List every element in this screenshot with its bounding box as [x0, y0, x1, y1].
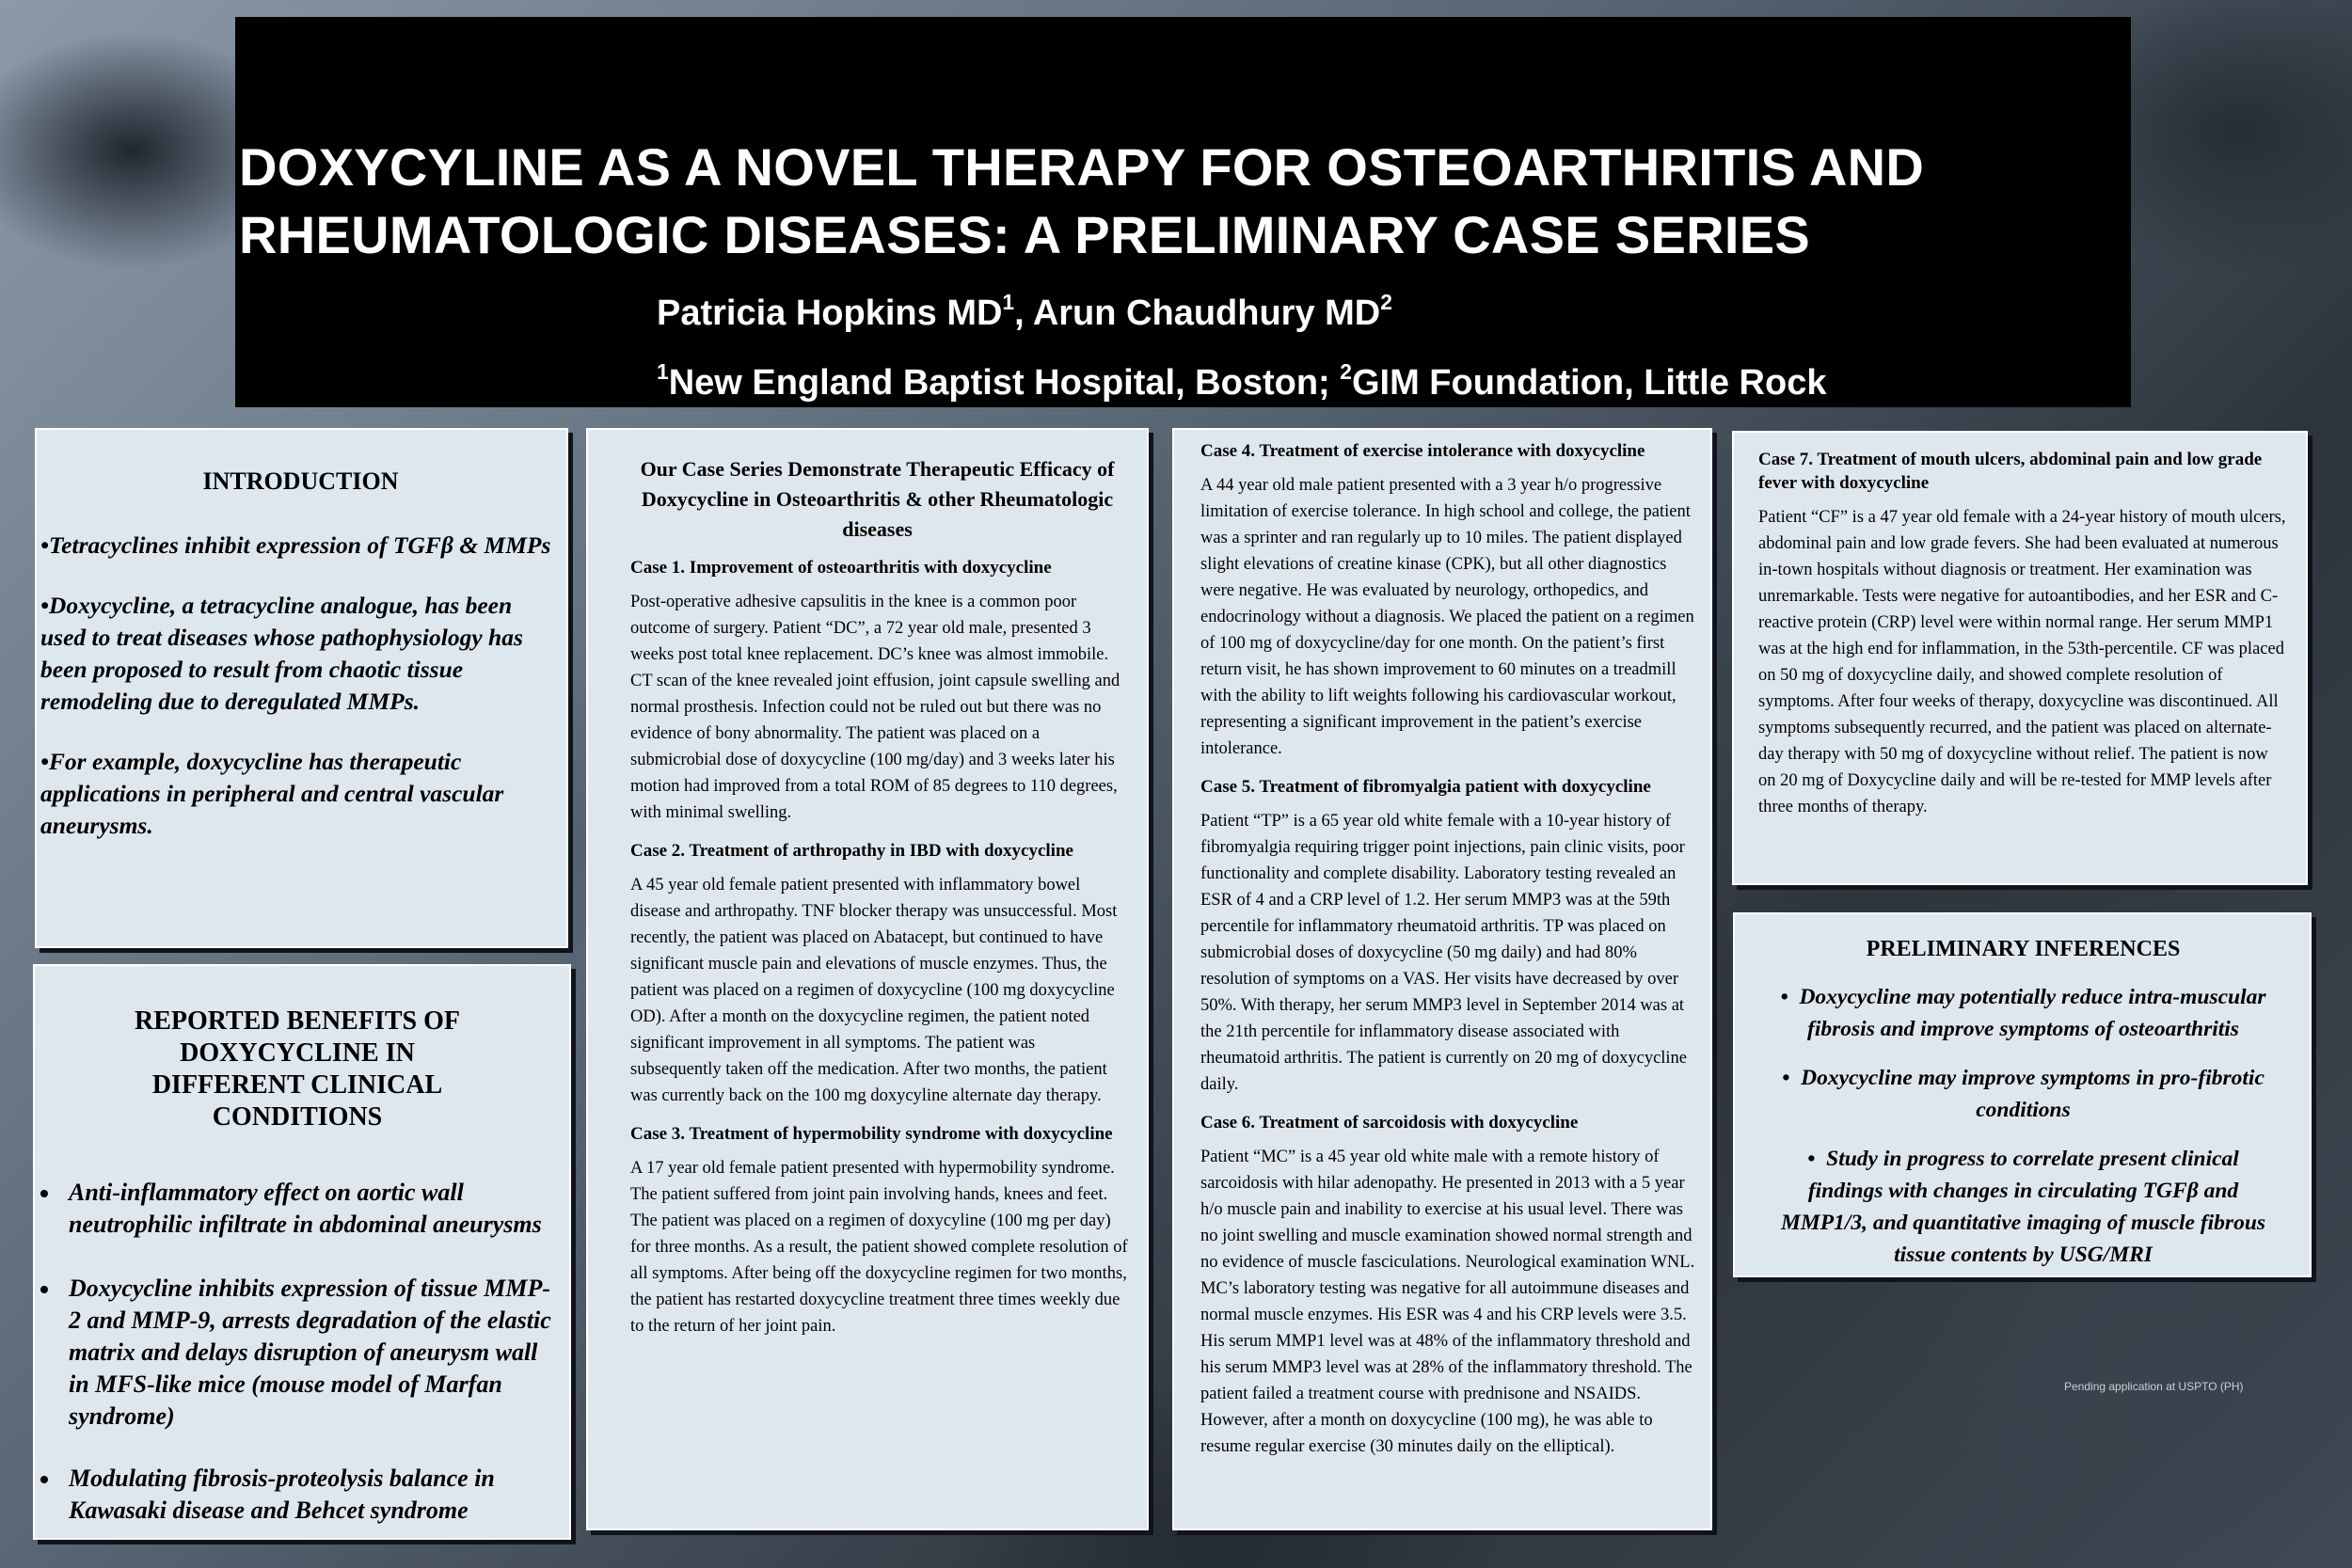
benefits-heading: REPORTED BENEFITS OF DOXYCYCLINE IN DIFFERENT CLINICAL CONDITIONS: [135, 1006, 460, 1132]
inference-item: • Study in progress to correlate present clinical findings with changes in circulating TGFβ and MMP1/3, and quantitative imaging of muscle fibrous tissue contents by USG/MRI: [1780, 1147, 2266, 1267]
case-4-title: Case 4. Treatment of exercise intolerance with doxycycline: [1200, 441, 1645, 461]
introduction-heading: INTRODUCTION: [202, 467, 399, 495]
affil-1-sup: 1: [657, 359, 669, 384]
case-6-title: Case 6. Treatment of sarcoidosis with doxycycline: [1200, 1113, 1579, 1132]
intro-bullet: •Doxycycline, a tetracycline analogue, has been used to treat diseases whose pathophysiology has been proposed to result from chaotic tissue remodeling due to deregulated MMPs.: [40, 592, 523, 715]
benefit-item: • Anti-inflammatory effect on aortic wall neutrophilic infiltrate in abdominal aneurysms: [61, 1177, 560, 1241]
case-3-text: A 17 year old female patient presented with hypermobility syndrome. The patient suffered from joint pain involving hands, knees and feet. The patient was placed on a regimen of doxycyline (100 mg per day) for three months. As a result, the patient showed complete resolution of all symptoms. After being off the doxycycline regimen for two months, the patient has restarted doxycycline treatment three times weekly due to the return of her joint pain.: [630, 1159, 1128, 1336]
inference-item: • Doxycycline may potentially reduce intra-muscular fibrosis and improve symptoms of osteoarthritis: [1780, 985, 2266, 1041]
case-7-text: Patient “CF” is a 47 year old female with a 24-year history of mouth ulcers, abdominal pain and low grade fevers. She had been evaluated at numerous in-town hospitals without diagnosis or treatment. Her examination was unremarkable. Tests were negative for autoantibodies, and her ESR and C-reactive protein (CRP) level were within normal range. Her serum MMP1 was at the high end for inflammation, in the 53th-percentile. CF was placed on 50 mg of doxycycline daily, and showed complete resolution of symptoms. After four weeks of therapy, doxycycline was discontinued. All symptoms subsequently recurred, and the patient was placed on alternate-day therapy with 50 mg of doxycycline without relief. The patient is now on 20 mg of Doxycycline daily and will be re-tested for MMP levels after three months of therapy.: [1758, 508, 2286, 816]
affil-2: GIM Foundation, Little Rock: [1351, 362, 1827, 403]
case-7-title: Case 7. Treatment of mouth ulcers, abdominal pain and low grade fever with doxycycline: [1758, 450, 2263, 493]
case-1-text: Post-operative adhesive capsulitis in the knee is a common poor outcome of surgery. Patient “DC”, a 72 year old male, presented 3 weeks post total knee replacement. DC’s knee was almost immobile. CT scan of the knee revealed joint effusion, joint capsule swelling and normal prosthesis. Infection could not be ruled out but there was no evidence of bony abnormality. The patient was placed on a submicrobial dose of doxycycline (100 mg/day) and 3 weeks later his motion had improved from a total ROM of 85 degrees to 110 degrees, with minimal swelling.: [630, 593, 1120, 822]
case-series-panel: [586, 428, 1149, 1530]
author-1: Patricia Hopkins MD: [657, 293, 1003, 333]
cases-panel-2: [1172, 428, 1712, 1530]
authors: [657, 290, 1392, 334]
author-separator: ,: [1014, 293, 1033, 333]
benefit-item: • Modulating fibrosis-proteolysis balance in Kawasaki disease and Behcet syndrome: [61, 1463, 560, 1527]
inference-text: Study in progress to correlate present clinical findings with changes in circulating TGFβ and MMP1/3, and quantitative imaging of muscle fibrous tissue contents by USG/MRI: [1780, 1147, 2266, 1267]
case-5-text: Patient “TP” is a 65 year old white female with a 10-year history of fibromyalgia requiring trigger point injections, pain clinic visits, poor functionality and complete disability. Laboratory testing revealed an ESR of 4 and a CRP level of 1.2. Her serum MMP3 was at the 59th percentile for inflammatory rheumatoid arthritis. TP was placed on submicrobial doses of doxycycline (50 mg daily) and had 80% resolution of symptoms on a VAS. Her visits have decreased by over 50%. With therapy, her serum MMP3 level in September 2014 was at the 21th percentile for inflammatory disease associated with rheumatoid arthritis. The patient is currently on 20 mg of doxycycline daily.: [1200, 812, 1688, 1094]
author-2: Arun Chaudhury MD: [1032, 293, 1381, 333]
title-line-2: RHEUMATOLOGIC DISEASES: A PRELIMINARY CASE SERIES: [239, 205, 1811, 264]
case-4-text: A 44 year old male patient presented with a 3 year h/o progressive limitation of exercise tolerance. In high school and college, the patient was a sprinter and ran regularly up to 10 miles. The patient displayed slight elevations of creatine kinase (CPK), but all other diagnostics were negative. He was evaluated by neurology, orthopedics, and endocrinology without a diagnosis. We placed the patient on a regimen of 100 mg of doxycycline/day for one month. On the patient’s first return visit, he has shown improvement to 60 minutes on a treadmill with the ability to lift weights following his cardiovascular workout, representing a significant improvement in the patient’s exercise intolerance.: [1200, 476, 1694, 758]
case-6-text: Patient “MC” is a 45 year old white male with a remote history of sarcoidosis with hilar adenopathy. He presented in 2013 with a 5 year h/o muscle pain and inability to exercise at his usual level. There was no joint swelling and muscle examination showed normal strength and no evidence of muscle fasciculations. Neurological examination WNL. MC’s laboratory testing was negative for all autoimmune diseases and normal muscle enzymes. His ESR was 4 and his CRP levels were 3.5. His serum MMP1 level was at 48% of the inflammatory threshold and his serum MMP3 level was at 28% of the inflammatory threshold. The patient failed a treatment course with prednisone and NSAIDS. However, after a month on doxycycline (100 mg), he was able to resume regular exercise (30 minutes daily on the elliptical).: [1200, 1148, 1695, 1456]
author-1-sup: 1: [1002, 290, 1015, 314]
inferences-heading: PRELIMINARY INFERENCES: [1866, 937, 2181, 961]
title-line-1: DOXYCYLINE AS A NOVEL THERAPY FOR OSTEOARTHRITIS AND: [239, 137, 1925, 197]
case-5-title: Case 5. Treatment of fibromyalgia patient with doxycycline: [1200, 777, 1651, 797]
case-2-text: A 45 year old female patient presented with inflammatory bowel disease and arthropathy. TNF blocker therapy was unsuccessful. Most recently, the patient was placed on Abatacept, but continued to have significant muscle pain and elevations of muscle enzymes. Thus, the patient was placed on a regimen of doxycycline (100 mg doxycycline OD). After a month on the doxycycline regimen, the patient noted significant improvement in all symptoms. The patient was subsequently taken off the medication. After two months, the patient was currently back on the 100 mg doxycyline alternate day therapy.: [630, 876, 1118, 1105]
benefit-item: • Doxycycline inhibits expression of tissue MMP-2 and MMP-9, arrests degradation of the elastic matrix and delays disruption of aneurysm wall in MFS-like mice (mouse model of Marfan syndrome): [61, 1273, 560, 1433]
inference-item: • Doxycycline may improve symptoms in pro-fibrotic conditions: [1782, 1066, 2265, 1122]
case-series-heading: Our Case Series Demonstrate Therapeutic Efficacy of Doxycycline in Osteoarthritis & other Rheumatologic diseases: [640, 457, 1115, 541]
intro-bullet: •For example, doxycycline has therapeutic applications in peripheral and central vascular aneurysms.: [40, 748, 504, 839]
affiliations: [657, 359, 1826, 404]
case-7-panel: [1732, 431, 2308, 885]
benefits-panel: [33, 964, 571, 1540]
inferences-panel: [1733, 912, 2312, 1277]
poster-header: [235, 17, 2131, 407]
inference-text: Doxycycline may improve symptoms in pro-fibrotic conditions: [1801, 1066, 2265, 1122]
case-3-title: Case 3. Treatment of hypermobility syndrome with doxycycline: [630, 1124, 1113, 1144]
author-2-sup: 2: [1380, 290, 1392, 314]
intro-bullet: •Tetracyclines inhibit expression of TGFβ & MMPs: [40, 531, 551, 559]
patent-watermark: Pending application at USPTO (PH): [2064, 1380, 2244, 1393]
poster-title: [239, 134, 2125, 269]
inference-text: Doxycycline may potentially reduce intra-muscular fibrosis and improve symptoms of osteoarthritis: [1799, 985, 2266, 1041]
case-2-title: Case 2. Treatment of arthropathy in IBD with doxycycline: [630, 841, 1073, 861]
affil-2-sup: 2: [1340, 359, 1352, 384]
case-1-title: Case 1. Improvement of osteoarthritis with doxycycline: [630, 558, 1052, 578]
introduction-panel: [35, 428, 568, 948]
affil-1: New England Baptist Hospital, Boston;: [668, 362, 1341, 403]
